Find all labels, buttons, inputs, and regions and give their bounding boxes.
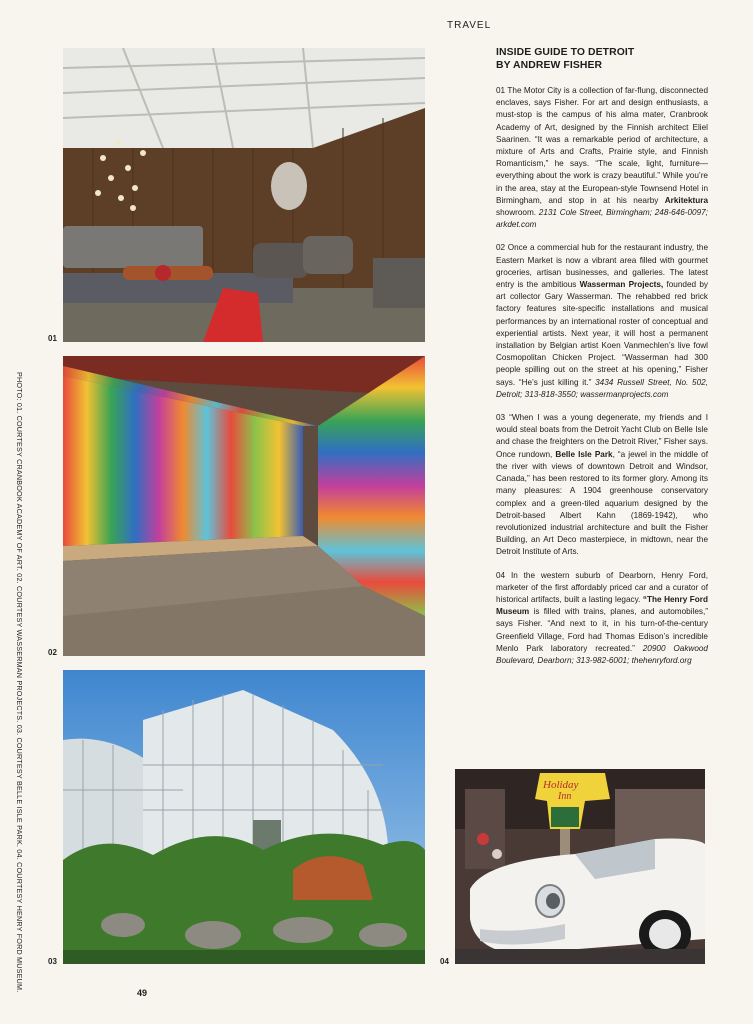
photo-cranbrook-interior: [63, 48, 425, 342]
paragraph-02-text: 02 Once a commercial hub for the restaurant industry, the Eastern Market is now a vibrant area filled with gourmet groceries, artisan businesses, and galleries. The latest entry is the ambitious: [496, 243, 708, 290]
article-title: [496, 46, 708, 72]
paragraph-01: [496, 85, 708, 231]
paragraph-01-mid: showroom.: [496, 208, 539, 218]
page-number: 49: [137, 988, 148, 998]
paragraph-02: [496, 242, 708, 401]
article-byline: BY ANDREW FISHER: [496, 60, 603, 71]
photo-number-03: 03: [48, 957, 57, 966]
article-inside-guide: [496, 46, 708, 678]
paragraph-02-address: 3434 Russell Street, No. 502, Detroit; 313-818-3550; wassermanprojects.com: [496, 377, 708, 399]
photo-number-01: 01: [48, 334, 57, 343]
paragraph-03: [496, 412, 708, 558]
paragraph-04-bold: “The Henry Ford Museum: [496, 594, 708, 617]
sign-holiday-text: Holiday: [543, 779, 579, 791]
paragraph-03-bold: Belle Isle Park: [555, 449, 613, 459]
paragraph-04-mid: is filled with trains, planes, and automobiles,” says Fisher. “And next to it, in his turn-of-the-century Greenfield Village, Ford had Thomas Edison’s incredible Menlo Park laboratory recreated.”: [496, 607, 708, 653]
paragraph-03-mid: , “a jewel in the middle of the river with views of downtown Detroit and Windsor, Canada,” has been restored to its former glory. Among its many pleasures: A 1904 greenhouse conservatory complex and a green-tiled aquarium designed by the Detroit-based Albert Kahn (1869-1942), who revolutionized industrial architecture and built the Fisher Building, an Art Deco masterpiece, in midtown, near the Detroit Institute of Arts.: [496, 449, 708, 557]
photo-credit: PHOTO: 01. COURTESY CRANBOOK ACADEMY OF ART. 02. COURTESY WASSERMAN PROJECTS. 03. COURTESY BELLE ISLE PARK. 04. COURTESY HENRY FORD MUSEUM.: [15, 372, 24, 993]
paragraph-02-mid: founded by art collector Gary Wasserman. The rehabbed red brick factory features site-specific installations and musical performances by an international roster of conceptual and experiential artists. Next year, it will host a permanent installation by Belgian artist Koen Vanmechlen’s live fowl Cosmopolitan Chicken Project. “Wasserman had 300 people spilling out on the street at his opening,” Fisher says. “He’s just killing it.”: [496, 280, 708, 387]
article-title-line1: INSIDE GUIDE TO DETROIT: [496, 47, 635, 58]
photo-wasserman-installation: [63, 356, 425, 656]
paragraph-03-text: 03 “When I was a young degenerate, my friends and I would steal boats from the Detroit Yacht Club on Belle Isle and chase the freighters on the Detroit River,” Fisher says. Once rundown,: [496, 413, 708, 459]
photo-number-04: 04: [440, 957, 449, 966]
section-label: TRAVEL: [447, 20, 492, 31]
photo-henry-ford-car: [455, 769, 705, 964]
paragraph-01-address: 2131 Cole Street, Birmingham; 248-646-0097; arkdet.com: [496, 208, 708, 230]
paragraph-01-text: 01 The Motor City is a collection of far-flung, disconnected enclaves, says Fisher. For art and design enthusiasts, a must-stop is the campus of his alma mater, Cranbrook Academy of Art, designed by the Finnish architect Eliel Saarinen. “It was a remarkable period of architecture, a mixture of Arts and Crafts, Prairie style, and Finnish Romanticism,” he says. “The scale, light, furniture—everything about the work is crazy beautiful.” While you’re in the area, stay at the European-style Townsend Hotel in Birmingham, and stop in at his nearby: [496, 86, 708, 205]
photo-belle-isle-conservatory: [63, 670, 425, 964]
paragraph-04-text: 04 In the western suburb of Dearborn, Henry Ford, marketer of the first affordably priced car and a curator of historical artifacts, built a lasting legacy.: [496, 570, 708, 604]
paragraph-02-bold: Wasserman Projects,: [579, 280, 664, 290]
paragraph-04: [496, 570, 708, 668]
paragraph-01-bold: Arkitektura: [664, 195, 708, 205]
paragraph-04-address: 20900 Oakwood Boulevard, Dearborn; 313-982-6001; thehenryford.org: [496, 643, 708, 665]
sign-inn-text: Inn: [558, 791, 572, 802]
photo-number-02: 02: [48, 648, 57, 657]
